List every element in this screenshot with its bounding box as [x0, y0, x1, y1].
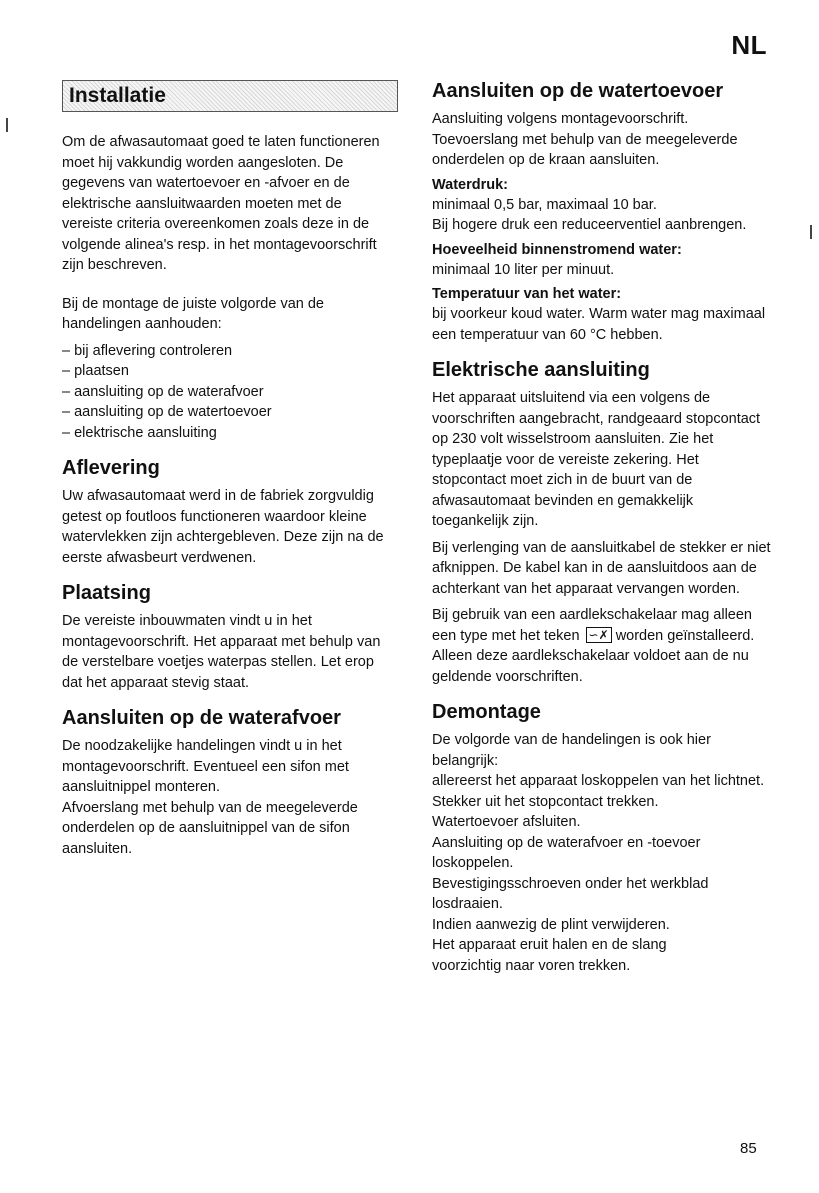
- list-item: – aansluiting op de watertoevoer: [62, 404, 272, 420]
- order-list: [62, 341, 392, 444]
- list-item: – aansluiting op de waterafvoer: [62, 383, 264, 400]
- scan-edge-mark: [6, 118, 8, 132]
- elektrische-aansluiting-heading: Elektrische aansluiting: [432, 359, 650, 381]
- plaatsing-paragraph: De vereiste inbouwmaten vindt u in het montagevoorschrift. Het apparaat met behulp van de verstelbare voetjes waterpas stellen. Let erop dat het apparaat stevig staat.: [62, 613, 381, 691]
- order-intro: Bij de montage de juiste volgorde van de handelingen aanhouden:: [62, 295, 324, 332]
- waterdruk-value: minimaal 0,5 bar, maximaal 10 bar.: [432, 196, 657, 213]
- installatie-heading: Installatie: [69, 84, 166, 107]
- aflevering-paragraph: Uw afwasautomaat werd in de fabriek zorgvuldig getest op foutloos functioneren waardoor kleine watervlekken zijn achtergebleven. Deze zijn na de eerste afwasbeurt verdwenen.: [62, 488, 384, 566]
- temperatuur-label: Temperatuur van het water:: [432, 286, 622, 302]
- language-label: NL: [731, 30, 767, 60]
- demontage-line: Het apparaat eruit halen en de slang voorzichtig naar voren trekken.: [432, 937, 667, 974]
- elektrisch-paragraph-2: Bij verlenging van de aansluitkabel de stekker er niet afknippen. De kabel kan in de aansluitdoos aan de achterkant van het apparaat vervangen worden.: [432, 539, 771, 597]
- watertoevoer-paragraph: Aansluiting volgens montagevoorschrift. Toevoerslang met behulp van de meegeleverde onderdelen op de kraan aansluiten.: [432, 111, 738, 168]
- rcd-symbol-icon: ∽✗: [586, 627, 612, 643]
- plaatsing-heading: Plaatsing: [62, 582, 151, 604]
- demontage-line: Bevestigingsschroeven onder het werkblad losdraaien.: [432, 875, 709, 912]
- list-item: – plaatsen: [62, 363, 129, 379]
- waterafvoer-paragraph-1: De noodzakelijke handelingen vindt u in het montagevoorschrift. Eventueel een sifon met aansluitnippel monteren.: [62, 738, 349, 795]
- demontage-line: Indien aanwezig de plint verwijderen.: [432, 916, 670, 933]
- right-column: [432, 80, 772, 976]
- waterafvoer-heading: Aansluiten op de waterafvoer: [62, 707, 341, 729]
- demontage-line: De volgorde van de handelingen is ook hier belangrijk:: [432, 732, 711, 769]
- section-banner: [62, 80, 398, 112]
- aflevering-heading: Aflevering: [62, 457, 160, 479]
- page-number: 85: [740, 1140, 757, 1157]
- hoeveelheid-value: minimaal 10 liter per minuut.: [432, 261, 615, 278]
- elektrisch-text-3b: worden geïnstalleerd. Alleen deze aardlekschakelaar voldoet aan de nu geldende voorschriften.: [432, 627, 755, 685]
- elektrisch-text-3a: Bij gebruik van een aardlekschakelaar mag alleen een type met het teken: [432, 607, 752, 644]
- demontage-heading: Demontage: [432, 701, 541, 723]
- demontage-line: Aansluiting op de waterafvoer en -toevoer loskoppelen.: [432, 834, 701, 871]
- elektrisch-paragraph-3: [432, 605, 772, 687]
- temperatuur-value: bij voorkeur koud water. Warm water mag maximaal een temperatuur van 60 °C hebben.: [432, 306, 766, 343]
- hoeveelheid-label: Hoeveelheid binnenstromend water:: [432, 241, 682, 258]
- scan-edge-mark: [810, 225, 812, 239]
- demontage-line: Watertoevoer afsluiten.: [432, 814, 581, 830]
- waterdruk-label: Waterdruk:: [432, 176, 508, 193]
- waterafvoer-paragraph-2: Afvoerslang met behulp van de meegeleverde onderdelen op de aansluitnippel van de sifon aansluiten.: [62, 799, 358, 857]
- waterdruk-note: Bij hogere druk een reduceerventiel aanbrengen.: [432, 217, 747, 233]
- watertoevoer-heading: Aansluiten op de watertoevoer: [432, 80, 724, 102]
- demontage-line: allereerst het apparaat loskoppelen van het lichtnet.: [432, 773, 765, 789]
- elektrisch-paragraph-1: Het apparaat uitsluitend via een volgens de voorschriften aangebracht, randgeaard stopcontact op 230 volt wisselstroom aansluiten. Zie het typeplaatje voor de vereiste zekering. Het stopcontact moet zich in de buurt van de afwasautomaat bevinden en gemakkelijk toegankelijk zijn.: [432, 390, 761, 529]
- list-item: – bij aflevering controleren: [62, 342, 233, 359]
- demontage-line: Stekker uit het stopcontact trekken.: [432, 793, 659, 810]
- left-column: [62, 80, 392, 865]
- intro-paragraph: Om de afwasautomaat goed te laten functioneren moet hij vakkundig worden aangesloten. De gegevens van watertoevoer en -afvoer en de elektrische aansluitwaarden moeten met de vereiste criteria overeenkomen zoals deze in de volgende alinea's resp. in het montagevoorschrift zijn beschreven.: [62, 134, 380, 273]
- list-item: – elektrische aansluiting: [62, 424, 217, 441]
